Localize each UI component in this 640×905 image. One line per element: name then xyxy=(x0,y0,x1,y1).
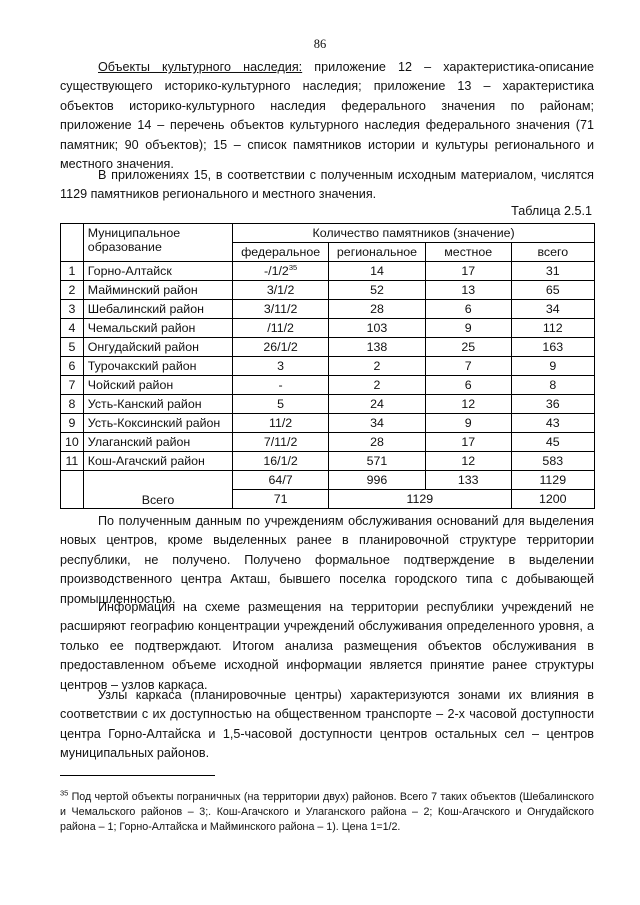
row-regional xyxy=(329,433,426,452)
row-number-value: 7 xyxy=(68,378,76,392)
row-local xyxy=(425,395,511,414)
row-regional-value: 28 xyxy=(370,302,384,316)
row-name xyxy=(83,281,232,300)
table-row xyxy=(61,414,595,433)
col-local: местное xyxy=(425,243,511,262)
footnote-divider xyxy=(60,775,215,776)
row-number-value: 9 xyxy=(68,416,76,430)
row-federal xyxy=(233,357,329,376)
row-regional xyxy=(329,357,426,376)
table-body xyxy=(61,262,595,471)
table-row xyxy=(61,300,595,319)
row-total xyxy=(511,319,594,338)
row-number-value: 3 xyxy=(68,302,76,316)
header-number-cell xyxy=(61,224,84,262)
row-regional xyxy=(329,338,426,357)
row-name-value: Усть-Коксинский район xyxy=(87,416,221,430)
row-name-value: Кош-Агачский район xyxy=(87,454,205,468)
row-regional xyxy=(329,452,426,471)
row-federal-value: - xyxy=(278,378,283,392)
row-regional xyxy=(329,395,426,414)
row-number xyxy=(61,452,84,471)
row-number xyxy=(61,281,84,300)
row-total xyxy=(511,300,594,319)
col-total: всего xyxy=(511,243,594,262)
row-total-value: 34 xyxy=(545,302,560,316)
paragraph-information: Информация на схеме размещения на территории республики учреждений не расширяют географию концентрации учреждений обслуживания определенного уровня, а только ее подтверждают. Итогом анализа размещения объектов обслуживания в предоставленном объеме исходной информации является принятие ранее структуры центров – узлов каркаса. xyxy=(60,600,594,692)
row-name-value: Шебалинский район xyxy=(87,302,204,316)
row-number-value: 2 xyxy=(68,283,76,297)
row-local xyxy=(425,357,511,376)
row-name xyxy=(83,376,232,395)
row-local xyxy=(425,376,511,395)
paragraph-centers: По полученным данным по учреждениям обслуживания оснований для выделения новых центров, кроме выделенных ранее в планировочной структуре территории республики, не получено. Получено формальное подтверждение в выделении производственного центра Акташ, бывшего поселка городского типа с добывающей промышленностью. xyxy=(60,514,594,606)
row-name xyxy=(83,395,232,414)
row-local xyxy=(425,300,511,319)
row-number xyxy=(61,338,84,357)
row-regional xyxy=(329,281,426,300)
row-name-value: Чемальский район xyxy=(87,321,196,335)
row-total xyxy=(511,262,594,281)
footnote-ref: 35 xyxy=(288,262,298,272)
row-name xyxy=(83,338,232,357)
total-local: 133 xyxy=(425,471,511,490)
row-federal-value: 3 xyxy=(277,359,285,373)
row-federal-value: 11/2 xyxy=(269,416,293,430)
footnote-text: Под чертой объекты пограничных (на территории двух) районов. Всего 7 таких объектов (Шебалинского и Чемальского районов – 3;. Кош-Агачского и Улаганского района – 2; Кош-Агачского и Онгудайского района – 1; Горно-Алтайска и Майминского района – 1). Цена 1=1/2. xyxy=(60,791,594,833)
row-local xyxy=(425,433,511,452)
row-local-value: 17 xyxy=(461,435,476,449)
row-number xyxy=(61,262,84,281)
row-federal-value: /11/2 xyxy=(267,321,294,335)
row-number-value: 1 xyxy=(68,264,76,278)
row-total-value: 43 xyxy=(545,416,560,430)
row-federal-value: 16/1/2 xyxy=(263,454,298,468)
row-federal-value: 5 xyxy=(277,397,285,411)
total-total-2: 1200 xyxy=(511,490,594,509)
row-local-value: 13 xyxy=(461,283,476,297)
total-federal-2: 71 xyxy=(233,490,329,509)
row-federal xyxy=(233,452,329,471)
row-federal-value: 26/1/2 xyxy=(263,340,298,354)
row-name-value: Усть-Канский район xyxy=(87,397,202,411)
row-name xyxy=(83,414,232,433)
row-number-value: 10 xyxy=(65,435,79,449)
monuments-table xyxy=(60,223,595,509)
row-total-value: 31 xyxy=(545,264,560,278)
total-total-1: 1129 xyxy=(511,471,594,490)
row-regional-value: 2 xyxy=(373,378,381,392)
row-total xyxy=(511,281,594,300)
header-municipal: Муниципальное образование xyxy=(83,224,232,262)
row-name-value: Чойский район xyxy=(87,378,174,392)
intro-heading: Объекты культурного наследия: xyxy=(98,60,303,74)
row-total xyxy=(511,376,594,395)
row-total-value: 36 xyxy=(545,397,560,411)
row-federal xyxy=(233,433,329,452)
col-regional: региональное xyxy=(329,243,426,262)
row-total xyxy=(511,433,594,452)
row-number-value: 6 xyxy=(68,359,76,373)
total-regional: 996 xyxy=(329,471,426,490)
row-total xyxy=(511,357,594,376)
row-name xyxy=(83,262,232,281)
row-federal xyxy=(233,300,329,319)
table-row xyxy=(61,357,595,376)
row-federal-value: -/1/2 xyxy=(264,264,289,278)
row-federal xyxy=(233,414,329,433)
row-local xyxy=(425,281,511,300)
row-local-value: 6 xyxy=(464,378,472,392)
row-federal-value: 3/1/2 xyxy=(266,283,295,297)
row-federal xyxy=(233,319,329,338)
row-number xyxy=(61,300,84,319)
row-number-value: 11 xyxy=(65,454,79,468)
row-regional-value: 2 xyxy=(373,359,381,373)
paragraph-framework-nodes: Узлы каркаса (планировочные центры) характеризуются зонами их влияния в соответствии с их доступностью на общественном транспорте – 2-х часовой доступности центра Горно-Алтайска и 1,5-часовой доступности центров остальных сел – центров муниципальных районов. xyxy=(60,688,594,761)
total-federal-1: 64/7 xyxy=(233,471,329,490)
row-federal xyxy=(233,262,329,281)
row-federal xyxy=(233,281,329,300)
row-local xyxy=(425,262,511,281)
col-federal: федеральное xyxy=(233,243,329,262)
row-regional xyxy=(329,300,426,319)
row-local xyxy=(425,452,511,471)
intro-text: приложение 12 – характеристика-описание существующего историко-культурного наследия; приложение 13 – характеристика объектов историко-культурного наследия федерального значения по районам; приложение 14 – перечень объектов культурного наследия федерального значения (71 памятник; 90 объектов); 15 – список памятников истории и культуры регионального и местного значения. xyxy=(60,60,594,172)
row-name-value: Улаганский район xyxy=(87,435,191,449)
page-number: 86 xyxy=(313,37,327,51)
row-regional-value: 571 xyxy=(366,454,388,468)
row-name xyxy=(83,452,232,471)
row-total-value: 163 xyxy=(542,340,564,354)
table-header-row xyxy=(61,224,595,243)
row-regional xyxy=(329,262,426,281)
row-regional-value: 28 xyxy=(370,435,384,449)
table-caption: Таблица 2.5.1 xyxy=(511,204,592,218)
row-regional-value: 34 xyxy=(370,416,384,430)
row-regional-value: 14 xyxy=(370,264,384,278)
row-number-value: 5 xyxy=(68,340,76,354)
row-name-value: Онгудайский район xyxy=(87,340,199,354)
row-total xyxy=(511,452,594,471)
total-row-1 xyxy=(61,471,595,490)
row-number-value: 8 xyxy=(68,397,76,411)
header-count: Количество памятников (значение) xyxy=(233,224,595,243)
row-number xyxy=(61,414,84,433)
row-number xyxy=(61,395,84,414)
footnote xyxy=(60,790,594,835)
row-local-value: 9 xyxy=(464,321,472,335)
row-regional-value: 24 xyxy=(370,397,384,411)
total-number-cell xyxy=(61,471,84,509)
row-number xyxy=(61,433,84,452)
row-local-value: 12 xyxy=(461,397,476,411)
row-name-value: Горно-Алтайск xyxy=(87,264,172,278)
row-local xyxy=(425,338,511,357)
table-row xyxy=(61,338,595,357)
table-row xyxy=(61,376,595,395)
row-regional-value: 103 xyxy=(366,321,388,335)
row-name xyxy=(83,357,232,376)
row-number xyxy=(61,376,84,395)
row-name xyxy=(83,319,232,338)
table-row xyxy=(61,395,595,414)
row-regional-value: 138 xyxy=(366,340,388,354)
row-federal xyxy=(233,338,329,357)
table-row xyxy=(61,452,595,471)
row-federal xyxy=(233,376,329,395)
row-number-value: 4 xyxy=(68,321,76,335)
row-number xyxy=(61,319,84,338)
row-total-value: 9 xyxy=(549,359,557,373)
row-name-value: Майминский район xyxy=(87,283,198,297)
paragraph-appendix-count: В приложениях 15, в соответствии с полученным исходным материалом, числятся 1129 памятников регионального и местного значения. xyxy=(60,168,594,202)
table-row xyxy=(61,319,595,338)
intro-paragraph xyxy=(60,58,594,174)
row-total xyxy=(511,395,594,414)
row-total xyxy=(511,414,594,433)
row-local xyxy=(425,414,511,433)
row-federal-value: 3/11/2 xyxy=(263,302,298,316)
table-row xyxy=(61,262,595,281)
row-total-value: 112 xyxy=(542,321,563,335)
table-row xyxy=(61,281,595,300)
row-federal-value: 7/11/2 xyxy=(263,435,298,449)
footnote-mark: 35 xyxy=(60,788,69,798)
row-total xyxy=(511,338,594,357)
row-regional xyxy=(329,376,426,395)
row-total-value: 8 xyxy=(549,378,557,392)
row-total-value: 583 xyxy=(542,454,564,468)
row-name xyxy=(83,300,232,319)
row-federal xyxy=(233,395,329,414)
row-regional xyxy=(329,414,426,433)
row-local xyxy=(425,319,511,338)
row-regional xyxy=(329,319,426,338)
row-number xyxy=(61,357,84,376)
row-name xyxy=(83,433,232,452)
table-row xyxy=(61,433,595,452)
row-total-value: 45 xyxy=(545,435,560,449)
row-regional-value: 52 xyxy=(370,283,384,297)
row-name-value: Турочакский район xyxy=(87,359,197,373)
row-local-value: 12 xyxy=(461,454,476,468)
row-local-value: 17 xyxy=(461,264,476,278)
row-total-value: 65 xyxy=(545,283,560,297)
total-regional-local: 1129 xyxy=(329,490,512,509)
row-local-value: 9 xyxy=(464,416,472,430)
total-label: Всего xyxy=(83,471,232,509)
row-local-value: 6 xyxy=(464,302,472,316)
row-local-value: 25 xyxy=(461,340,476,354)
row-local-value: 7 xyxy=(464,359,472,373)
